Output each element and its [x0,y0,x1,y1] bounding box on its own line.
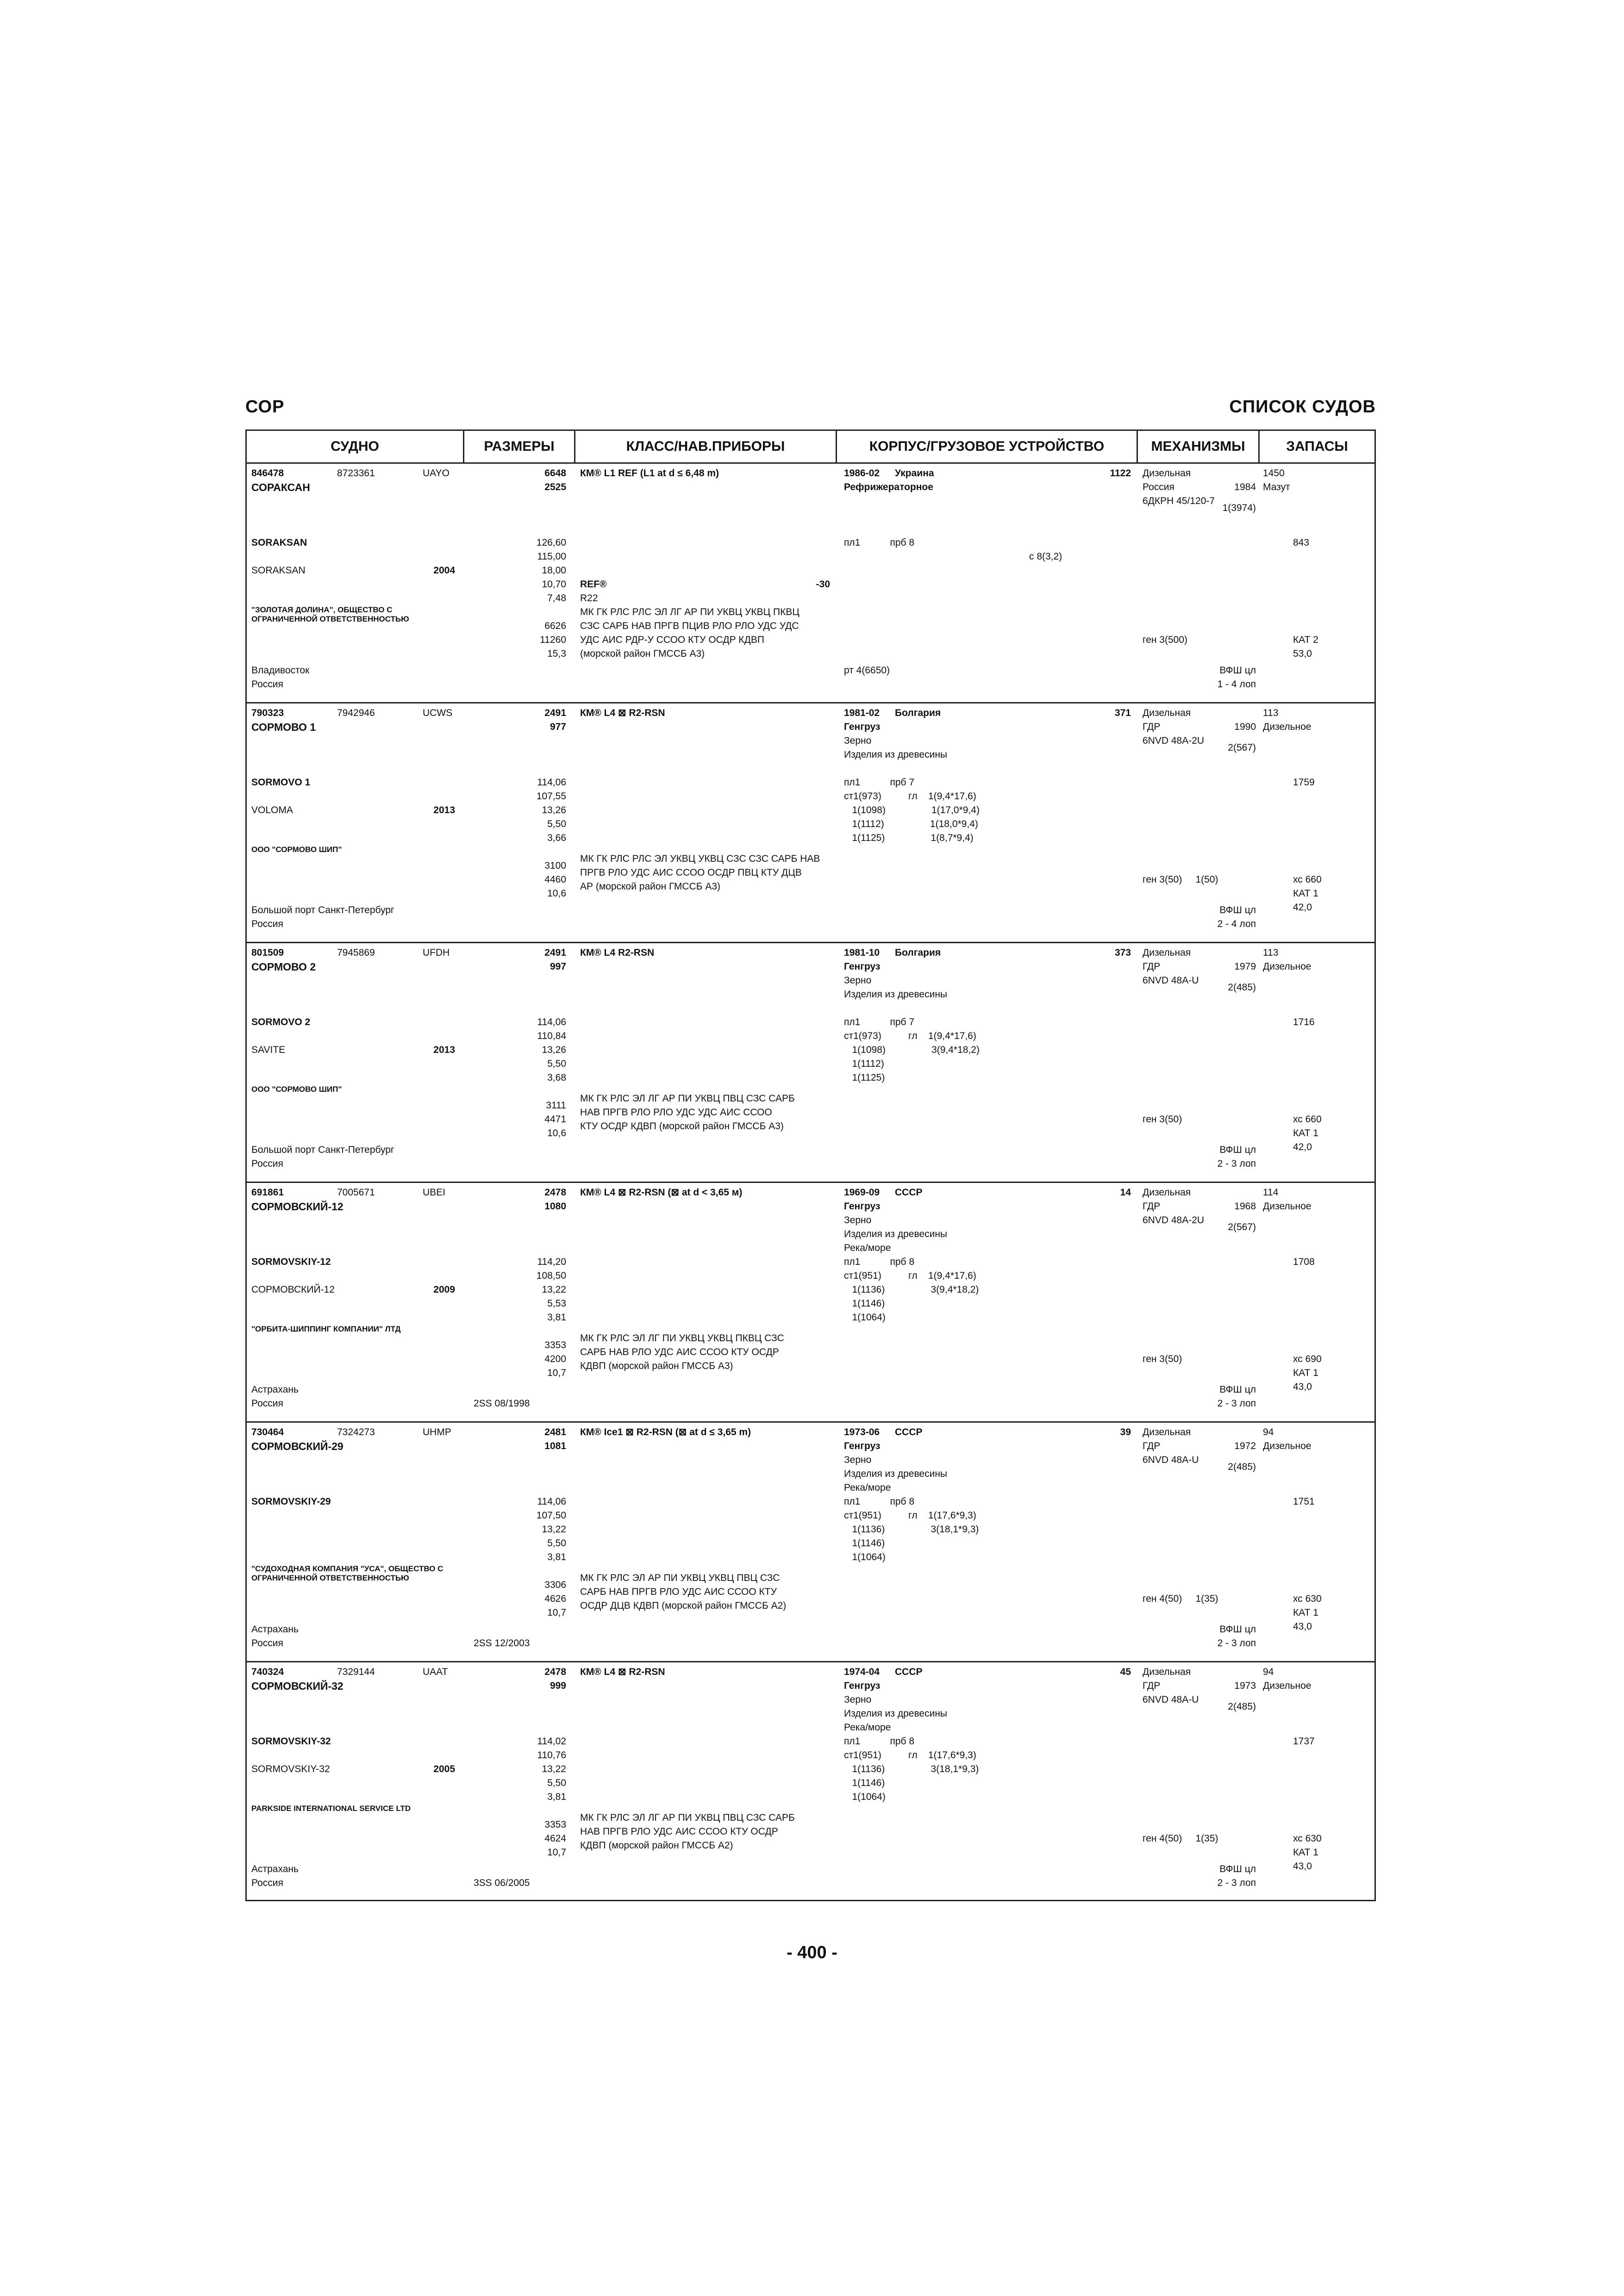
dimension-value: 114,06 [537,1496,566,1507]
engine-model: 6NVD 48A-U [1143,1455,1199,1465]
propeller-type: ВФШ цл [1219,1384,1256,1395]
deadweight-value: 10,7 [547,1847,566,1858]
gross-tonnage: 2478 [544,1667,566,1677]
hull-detail: 1(1146) [844,1778,885,1788]
survey-info: 2SS 08/1998 [474,1398,530,1409]
reserve-value: хс 630 [1293,1593,1322,1604]
dimension-value: 13,22 [542,1524,566,1535]
callsign: UHMP [423,1427,451,1437]
engine-year: 1972 [1234,1441,1256,1451]
vessel-name-en: SORMOVO 1 [251,777,311,788]
class-notation: КМ® L4 R2-RSN [580,947,655,958]
propeller-blades: 2 - 3 лоп [1217,1158,1256,1169]
hull-detail: пл1 прб 8 [844,1496,915,1507]
reserve-value: 53,0 [1293,648,1312,659]
page-header-left: СОР [245,397,285,417]
home-port: Астрахань [251,1864,299,1874]
dimension-value: 3,81 [547,1792,566,1802]
build-country: СССР [895,1667,923,1677]
hull-detail: 1(1146) [844,1298,885,1309]
deadweight-value: 3353 [544,1819,566,1830]
dimension-value: 5,50 [547,819,566,829]
reserve-value: 1759 [1293,777,1315,788]
reg-number: 846478 [251,468,284,479]
dimension-value: 5,50 [547,1058,566,1069]
refrigeration-temp: -30 [816,579,830,590]
imo-number: 8723361 [337,468,375,479]
dimension-value: 7,48 [547,593,566,604]
vessel-type: Генгруз [844,722,881,732]
cargo-types: Зерно Изделия из древесины Река/море [844,1694,948,1733]
gross-tonnage: 2478 [544,1187,566,1198]
net-tonnage: 1081 [544,1441,566,1451]
reg-number: 730464 [251,1427,284,1437]
vessel-name-en: SORMOVSKIY-12 [251,1257,331,1267]
deadweight-value: 10,6 [547,888,566,899]
generators: ген 4(50) 1(35) [1143,1833,1218,1844]
propeller-blades: 2 - 3 лоп [1217,1398,1256,1409]
dimension-value: 3,68 [547,1072,566,1083]
vessel-name: СОРАКСАН [251,481,310,493]
former-year: 2013 [433,1045,455,1055]
former-name: СОРМОВСКИЙ-12 [251,1284,335,1295]
deadweight-value: 4200 [544,1354,566,1364]
engine-power: 2(567) [1228,1222,1256,1232]
hull-detail-right: с 8(3,2) [1029,551,1062,562]
callsign: UAYO [423,468,450,479]
dimension-value: 3,81 [547,1312,566,1323]
owner-name: ООО "СОРМОВО ШИП" [251,1085,342,1094]
engine-year: 1984 [1234,482,1256,492]
dimension-value: 115,00 [537,551,566,562]
class-notation: КМ® L4 ⊠ R2-RSN [580,1667,665,1677]
built-date: 1974-04 [844,1667,880,1677]
built-date: 1981-10 [844,947,880,958]
engine-year: 1968 [1234,1201,1256,1212]
owner-name: "СУДОХОДНАЯ КОМПАНИЯ "УСА", ОБЩЕСТВО С ОГРАНИЧЕННОЙ ОТВЕТСТВЕННОСТЬЮ [251,1564,443,1582]
former-year: 2009 [433,1284,455,1295]
reserve-top: 114 [1263,1187,1279,1198]
hull-detail: 1(1064) [844,1552,886,1562]
propeller-blades: 2 - 3 лоп [1217,1638,1256,1649]
hull-detail: пл1 прб 7 [844,1017,915,1027]
vessel-type: Генгруз [844,1201,881,1212]
vessel-type: Генгруз [844,961,881,972]
hull-detail: пл1 прб 7 [844,777,915,788]
dimension-value: 5,50 [547,1778,566,1788]
reg-number: 801509 [251,947,284,958]
deadweight-value: 6626 [544,621,566,631]
generators: ген 4(50) 1(35) [1143,1593,1218,1604]
deadweight-value: 10,6 [547,1128,566,1139]
dimension-value: 114,20 [537,1257,566,1267]
imo-number: 7324273 [337,1427,375,1437]
engine-type: Дизельная [1143,1187,1191,1198]
callsign: UCWS [423,708,453,718]
dimension-value: 126,60 [536,537,566,548]
engine-country: Россия [1143,482,1174,492]
hull-detail: 1(1125) [844,1072,885,1083]
dimension-value: 107,50 [536,1510,566,1521]
dimension-value: 114,06 [537,777,566,788]
hull-detail: ст1(951) гл 1(17,6*9,3) [844,1750,976,1761]
dimension-value: 18,00 [542,565,566,576]
vessel-name-en: SORMOVO 2 [251,1017,311,1027]
vessel-record [247,1662,1374,1902]
reserve-value: 1751 [1293,1496,1315,1507]
build-country: СССР [895,1427,923,1437]
dimension-value: 107,55 [536,791,566,802]
navigation-equipment: МК ГК РЛС РЛС ЭЛ УКВЦ УКВЦ СЗС СЗС САРБ НАВ ПРГВ РЛО УДС АИС ССОО ОСДР ПВЦ КТУ ДЦВ АР (морской район ГМССБ А3) [580,853,820,892]
reserve-value: 43,0 [1293,1621,1312,1632]
survey-info: 3SS 06/2005 [474,1878,530,1888]
hull-detail: ст1(973) гл 1(9,4*17,6) [844,791,976,802]
reserve-top: 94 [1263,1427,1274,1437]
builder-number: 14 [1120,1187,1131,1198]
reserve-value: КАТ 1 [1293,888,1318,899]
home-port: Большой порт Санкт-Петербург [251,905,394,915]
refrigeration-class: REF® [580,579,607,590]
net-tonnage: 977 [550,722,566,732]
engine-model: 6NVD 48A-2U [1143,1215,1205,1226]
hull-detail: пл1 прб 8 [844,1736,915,1747]
vessel-record [247,703,1374,943]
build-country: Болгария [895,708,941,718]
propeller-type: ВФШ цл [1219,1145,1256,1155]
former-name: SORMOVSKIY-32 [251,1764,330,1774]
vessel-type: Генгруз [844,1680,881,1691]
owner-name: PARKSIDE INTERNATIONAL SERVICE LTD [251,1804,411,1813]
class-notation: КМ® Ice1 ⊠ R2-RSN (⊠ at d ≤ 3,65 m) [580,1427,751,1437]
reserve-top: 94 [1263,1667,1274,1677]
class-notation: КМ® L4 ⊠ R2-RSN (⊠ at d < 3,65 м) [580,1187,743,1198]
gross-tonnage: 2491 [544,947,566,958]
engine-country: ГДР [1143,961,1161,972]
imo-number: 7945869 [337,947,375,958]
net-tonnage: 999 [550,1680,566,1691]
fuel-type: Дизельное [1263,1201,1312,1212]
builder-number: 371 [1114,708,1131,718]
engine-type: Дизельная [1143,947,1191,958]
net-tonnage: 997 [550,961,566,972]
column-header-machinery: МЕХАНИЗМЫ [1138,431,1260,462]
deadweight-value: 3306 [544,1580,566,1590]
build-country: Болгария [895,947,941,958]
dimension-value: 13,22 [542,1764,566,1774]
former-year: 2013 [433,805,455,815]
reserve-value: КАТ 1 [1293,1847,1318,1858]
reserve-value: 42,0 [1293,1142,1312,1152]
cargo-types: Зерно Изделия из древесины [844,735,948,760]
cargo-types: Зерно Изделия из древесины [844,975,948,1000]
engine-year: 1979 [1234,961,1256,972]
flag-country: Россия [251,679,283,690]
engine-model: 6ДКРН 45/120-7 [1143,496,1215,506]
reg-number: 740324 [251,1667,284,1677]
reserve-value: КАТ 2 [1293,635,1318,645]
imo-number: 7329144 [337,1667,375,1677]
deadweight-value: 4471 [544,1114,566,1125]
deadweight-value: 3111 [546,1100,566,1111]
hull-detail: ст1(951) гл 1(9,4*17,6) [844,1270,976,1281]
vessel-name-en: SORMOVSKIY-32 [251,1736,331,1747]
engine-country: ГДР [1143,1680,1161,1691]
fuel-type: Мазут [1263,482,1290,492]
deadweight-value: 10,7 [547,1368,566,1378]
dimension-value: 108,50 [536,1270,566,1281]
callsign: UAAT [423,1667,448,1677]
hull-detail: 1(1098) 3(9,4*18,2) [844,1045,980,1055]
propeller-type: ВФШ цл [1219,905,1256,915]
reserve-value: хс 660 [1293,1114,1322,1125]
dimension-value: 110,76 [537,1750,566,1761]
fuel-type: Дизельное [1263,1441,1312,1451]
engine-model: 6NVD 48A-2U [1143,735,1205,746]
dimension-value: 13,26 [542,1045,566,1055]
generators: ген 3(50) [1143,1114,1182,1125]
hull-detail: 1(1112) 1(18,0*9,4) [844,819,978,829]
net-tonnage: 1080 [544,1201,566,1212]
former-name: SAVITE [251,1045,286,1055]
propeller-blades: 2 - 4 лоп [1217,919,1256,929]
home-port: Владивосток [251,665,310,676]
engine-power: 2(485) [1228,1701,1256,1712]
class-notation: КМ® L1 REF (L1 at d ≤ 6,48 m) [580,468,719,479]
dimension-value: 114,02 [537,1736,566,1747]
engine-power: 2(485) [1228,1462,1256,1472]
gross-tonnage: 2481 [544,1427,566,1437]
gross-tonnage: 6648 [544,468,566,479]
vessel-type: Генгруз [844,1441,881,1451]
generators: ген 3(500) [1143,635,1188,645]
built-date: 1981-02 [844,708,880,718]
home-port: Большой порт Санкт-Петербург [251,1145,394,1155]
built-date: 1986-02 [844,468,880,479]
vessel-record [247,1423,1374,1662]
hull-detail: пл1 прб 8 [844,537,915,548]
former-year: 2004 [433,565,455,576]
callsign: UFDH [423,947,450,958]
column-header-class: КЛАСС/НАВ.ПРИБОРЫ [575,431,837,462]
engine-model: 6NVD 48A-U [1143,1694,1199,1705]
reserve-value: 43,0 [1293,1861,1312,1872]
navigation-equipment: МК ГК РЛС ЭЛ АР ПИ УКВЦ УКВЦ ПВЦ СЗС САРБ НАВ ПРГВ РЛО УДС АИС ССОО КТУ ОСДР ДЦВ КДВП (морской район ГМССБ А2) [580,1573,787,1611]
home-port: Астрахань [251,1624,299,1635]
deadweight-value: 3100 [544,860,566,871]
net-tonnage: 2525 [544,482,566,492]
page-header-right: СПИСОК СУДОВ [1229,397,1376,417]
engine-year: 1990 [1234,722,1256,732]
gross-tonnage: 2491 [544,708,566,718]
owner-name: "ЗОЛОТАЯ ДОЛИНА", ОБЩЕСТВО С ОГРАНИЧЕННОЙ ОТВЕТСТВЕННОСТЬЮ [251,605,409,623]
engine-power: 1(3974) [1222,503,1256,513]
builder-number: 45 [1120,1667,1131,1677]
vessel-record [247,943,1374,1183]
reserve-value: хс 690 [1293,1354,1322,1364]
flag-country: Россия [251,1638,283,1649]
survey-info: 2SS 12/2003 [474,1638,530,1649]
hull-detail: 1(1136) 3(18,1*9,3) [844,1764,979,1774]
propeller-type: ВФШ цл [1219,1624,1256,1635]
dimension-value: 5,53 [547,1298,566,1309]
reserve-top: 113 [1263,708,1279,718]
callsign: UBEI [423,1187,446,1198]
engine-type: Дизельная [1143,1667,1191,1677]
dimension-value: 5,50 [547,1538,566,1549]
navigation-equipment: МК ГК РЛС ЭЛ ЛГ ПИ УКВЦ УКВЦ ПКВЦ СЗС САРБ НАВ РЛО УДС АИС ССОО КТУ ОСДР КДВП (морской район ГМССБ А3) [580,1333,784,1371]
refrigerant-agent: R22 [580,593,598,604]
navigation-equipment: МК ГК РЛС РЛС ЭЛ ЛГ АР ПИ УКВЦ УКВЦ ПКВЦ СЗС САРБ НАВ ПРГВ ПЦИВ РЛО РЛО УДС УДС УДС АИС РДР-У ССОО КТУ ОСДР КДВП (морской район ГМССБ А3) [580,607,800,659]
dimension-value: 13,26 [542,805,566,815]
hull-detail: 1(1125) 1(8,7*9,4) [844,833,974,843]
vessel-record [247,464,1374,703]
deadweight-value: 4626 [544,1593,566,1604]
vessel-name: СОРМОВО 2 [251,961,316,973]
vessel-record [247,1183,1374,1423]
flag-country: Россия [251,1878,283,1888]
navigation-equipment: МК ГК РЛС ЭЛ ЛГ АР ПИ УКВЦ ПВЦ СЗС САРБ НАВ ПРГВ РЛО РЛО УДС УДС АИС ССОО КТУ ОСДР КДВП (морской район ГМССБ А3) [580,1093,795,1132]
hull-detail: пл1 прб 8 [844,1257,915,1267]
column-header-reserves: ЗАПАСЫ [1286,439,1348,454]
fuel-type: Дизельное [1263,722,1312,732]
class-notation: КМ® L4 ⊠ R2-RSN [580,708,665,718]
former-name: VOLOMA [251,805,293,815]
deadweight-value: 11260 [540,635,566,645]
reserve-value: 43,0 [1293,1381,1312,1392]
former-name: SORAKSAN [251,565,306,576]
engine-power: 2(567) [1228,742,1256,753]
engine-type: Дизельная [1143,708,1191,718]
reserve-top: 1450 [1263,468,1285,479]
home-port: Астрахань [251,1384,299,1395]
flag-country: Россия [251,1398,283,1409]
reserve-value: КАТ 1 [1293,1368,1318,1378]
cargo-types: Зерно Изделия из древесины Река/море [844,1215,948,1253]
deadweight-value: 3353 [544,1340,566,1350]
reserve-value: 1708 [1293,1257,1315,1267]
fuel-type: Дизельное [1263,1680,1312,1691]
propeller-blades: 1 - 4 лоп [1217,679,1256,690]
built-date: 1973-06 [844,1427,880,1437]
engine-type: Дизельная [1143,468,1191,479]
dimension-value: 110,84 [537,1031,566,1041]
navigation-equipment: МК ГК РЛС ЭЛ ЛГ АР ПИ УКВЦ ПВЦ СЗС САРБ НАВ ПРГВ РЛО УДС АИС ССОО КТУ ОСДР КДВП (морской район ГМССБ А2) [580,1812,795,1851]
reserve-value: хс 660 [1293,874,1322,885]
generators: ген 3(50) [1143,1354,1182,1364]
owner-name: ООО "СОРМОВО ШИП" [251,845,342,854]
dimension-value: 10,70 [542,579,566,590]
builder-number: 1122 [1110,468,1131,479]
builder-number: 39 [1120,1427,1131,1437]
dimension-value: 3,81 [547,1552,566,1562]
deadweight-value: 4624 [544,1833,566,1844]
reg-number: 691861 [251,1187,284,1198]
imo-number: 7005671 [337,1187,375,1198]
vessel-name: СОРМОВСКИЙ-32 [251,1680,344,1692]
engine-model: 6NVD 48A-U [1143,975,1199,986]
dimension-value: 13,22 [542,1284,566,1295]
dimension-value: 114,06 [537,1017,566,1027]
built-date: 1969-09 [844,1187,880,1198]
hull-detail: 1(1098) 1(17,0*9,4) [844,805,980,815]
build-country: Украина [895,468,934,479]
column-header-hull: КОРПУС/ГРУЗОВОЕ УСТРОЙСТВО [837,431,1138,462]
reserve-value: хс 630 [1293,1833,1322,1844]
engine-country: ГДР [1143,722,1161,732]
vessel-name-en: SORMOVSKIY-29 [251,1496,331,1507]
reserve-top: 113 [1263,947,1279,958]
engine-year: 1973 [1234,1680,1256,1691]
hull-detail: 1(1064) [844,1312,886,1323]
vessel-name: СОРМОВО 1 [251,721,316,733]
engine-country: ГДР [1143,1441,1161,1451]
fuel-type: Дизельное [1263,961,1312,972]
reserve-value: 1716 [1293,1017,1315,1027]
hull-detail: 1(1136) 3(9,4*18,2) [844,1284,979,1295]
hull-detail: 1(1112) [844,1058,884,1069]
flag-country: Россия [251,1158,283,1169]
hull-detail: 1(1064) [844,1792,886,1802]
reserve-value: 843 [1293,537,1310,548]
propeller-type: ВФШ цл [1219,1864,1256,1874]
hull-extra: рт 4(6650) [844,665,890,676]
vessel-table [245,429,1376,1901]
vessel-name: СОРМОВСКИЙ-12 [251,1201,344,1213]
vessel-type: Рефрижераторное [844,482,933,492]
former-year: 2005 [433,1764,455,1774]
propeller-type: ВФШ цл [1219,665,1256,676]
vessel-name-en: SORAKSAN [251,537,307,548]
hull-detail: 1(1146) [844,1538,885,1549]
builder-number: 373 [1114,947,1131,958]
imo-number: 7942946 [337,708,375,718]
engine-type: Дизельная [1143,1427,1191,1437]
dimension-value: 3,66 [547,833,566,843]
engine-country: ГДР [1143,1201,1161,1212]
flag-country: Россия [251,919,283,929]
hull-detail: ст1(973) гл 1(9,4*17,6) [844,1031,976,1041]
cargo-types: Зерно Изделия из древесины Река/море [844,1455,948,1493]
build-country: СССР [895,1187,923,1198]
deadweight-value: 15,3 [547,648,566,659]
column-header-dimensions: РАЗМЕРЫ [464,431,575,462]
hull-detail: ст1(951) гл 1(17,6*9,3) [844,1510,976,1521]
column-header-vessel: СУДНО [247,431,464,462]
page-number: - 400 - [787,1943,837,1962]
propeller-blades: 2 - 3 лоп [1217,1878,1256,1888]
deadweight-value: 10,7 [547,1607,566,1618]
reserve-value: КАТ 1 [1293,1607,1318,1618]
reserve-value: 42,0 [1293,902,1312,913]
reg-number: 790323 [251,708,284,718]
reserve-value: КАТ 1 [1293,1128,1318,1139]
vessel-name: СОРМОВСКИЙ-29 [251,1440,344,1452]
reserve-value: 1737 [1293,1736,1315,1747]
deadweight-value: 4460 [544,874,566,885]
generators: ген 3(50) 1(50) [1143,874,1218,885]
hull-detail: 1(1136) 3(18,1*9,3) [844,1524,979,1535]
engine-power: 2(485) [1228,982,1256,993]
owner-name: "ОРБИТА-ШИППИНГ КОМПАНИИ" ЛТД [251,1325,401,1333]
